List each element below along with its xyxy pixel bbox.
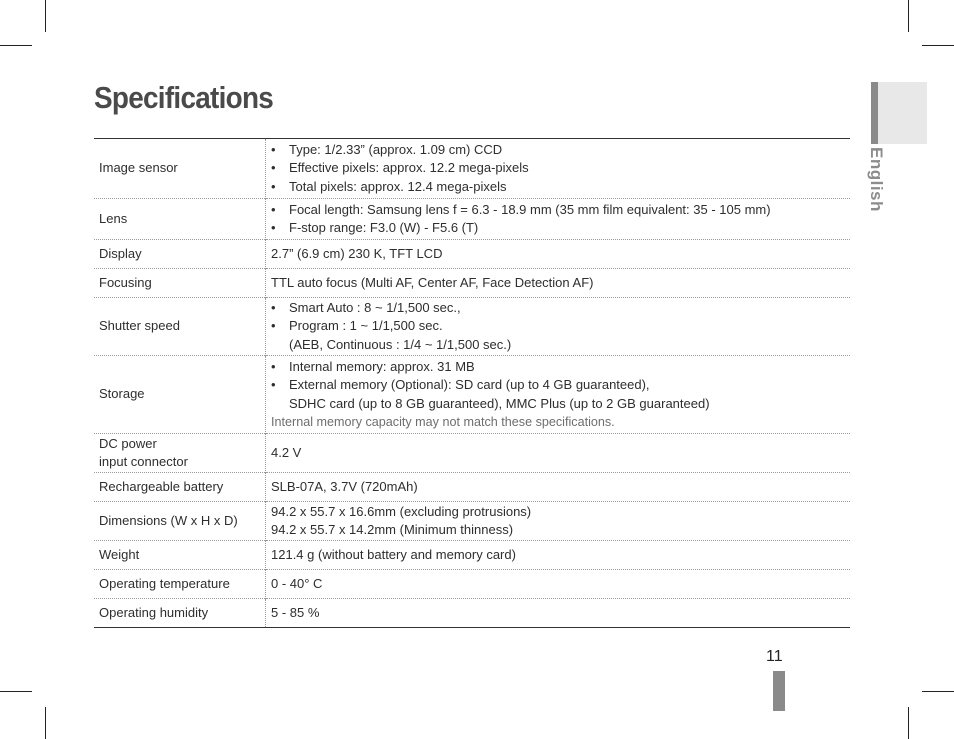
spec-label: Operating temperature: [94, 570, 266, 599]
spec-value: 0 - 40° C: [266, 570, 851, 599]
list-item-continuation: SDHC card (up to 8 GB guaranteed), MMC Plus (up to 2 GB guaranteed): [289, 395, 710, 411]
spec-value: [266, 356, 851, 434]
crop-mark: [45, 0, 46, 32]
crop-mark: [922, 45, 954, 46]
spec-label-line: input connector: [99, 454, 188, 469]
spec-label: Rechargeable battery: [94, 473, 266, 502]
list-item: • Total pixels: approx. 12.4 mega-pixels: [271, 178, 850, 197]
spec-table: [94, 138, 850, 628]
table-row: [94, 356, 850, 434]
list-item: • Internal memory: approx. 31 MB: [271, 358, 850, 377]
spec-value: [266, 199, 851, 240]
table-row: [94, 139, 850, 199]
spec-value-line: 94.2 x 55.7 x 16.6mm (excluding protrusions): [271, 503, 532, 519]
list-item: • Program : 1 ~ 1/1,500 sec.: [271, 317, 850, 336]
list-item: • Smart Auto : 8 ~ 1/1,500 sec.,: [271, 299, 850, 318]
table-row: [94, 599, 850, 628]
spec-value: 5 - 85 %: [266, 599, 851, 628]
page-number: 11: [766, 648, 783, 665]
spec-label: Storage: [94, 356, 266, 434]
spec-label: Dimensions (W x H x D): [94, 502, 266, 541]
spec-value: [266, 298, 851, 356]
spec-value: [266, 502, 851, 541]
language-label: English: [867, 147, 886, 212]
list-item: • Effective pixels: approx. 12.2 mega-pixels: [271, 159, 850, 178]
list-item: • F-stop range: F3.0 (W) - F5.6 (T): [271, 219, 850, 238]
table-row: [94, 434, 850, 473]
spec-label: Operating humidity: [94, 599, 266, 628]
language-tab-bar: [871, 82, 878, 144]
table-row: [94, 269, 850, 298]
spec-value: SLB-07A, 3.7V (720mAh): [266, 473, 851, 502]
table-row: [94, 240, 850, 269]
spec-label: Focusing: [94, 269, 266, 298]
spec-label: Weight: [94, 541, 266, 570]
crop-mark: [0, 691, 32, 692]
spec-value: TTL auto focus (Multi AF, Center AF, Face Detection AF): [266, 269, 851, 298]
list-item: • Type: 1/2.33” (approx. 1.09 cm) CCD: [271, 141, 850, 160]
crop-mark: [922, 691, 954, 692]
table-row: [94, 570, 850, 599]
spec-label: Image sensor: [94, 139, 266, 199]
list-item: • Focal length: Samsung lens f = 6.3 - 18.9 mm (35 mm film equivalent: 35 - 105 mm): [271, 201, 850, 220]
page-title: Specifications: [94, 80, 274, 115]
table-row: [94, 199, 850, 240]
table-row: [94, 502, 850, 541]
page-number-bar: [773, 671, 785, 711]
table-row: [94, 298, 850, 356]
crop-mark: [0, 45, 32, 46]
spec-value: 2.7” (6.9 cm) 230 K, TFT LCD: [266, 240, 851, 269]
list-item: • External memory (Optional): SD card (up to 4 GB guaranteed),: [271, 376, 850, 395]
spec-value: [266, 139, 851, 199]
storage-note: Internal memory capacity may not match these specifications.: [271, 415, 615, 429]
spec-value: 121.4 g (without battery and memory card): [266, 541, 851, 570]
language-tab: [871, 82, 927, 144]
spec-label: Shutter speed: [94, 298, 266, 356]
table-row: [94, 541, 850, 570]
spec-label: Display: [94, 240, 266, 269]
list-item-continuation: (AEB, Continuous : 1/4 ~ 1/1,500 sec.): [289, 336, 512, 352]
table-row: [94, 473, 850, 502]
spec-label: Lens: [94, 199, 266, 240]
spec-label-line: DC power: [99, 435, 157, 451]
spec-value-line: 94.2 x 55.7 x 14.2mm (Minimum thinness): [271, 522, 514, 537]
spec-value: 4.2 V: [266, 434, 851, 473]
crop-mark: [908, 707, 909, 739]
spec-label: [94, 434, 266, 473]
crop-mark: [45, 707, 46, 739]
crop-mark: [908, 0, 909, 32]
